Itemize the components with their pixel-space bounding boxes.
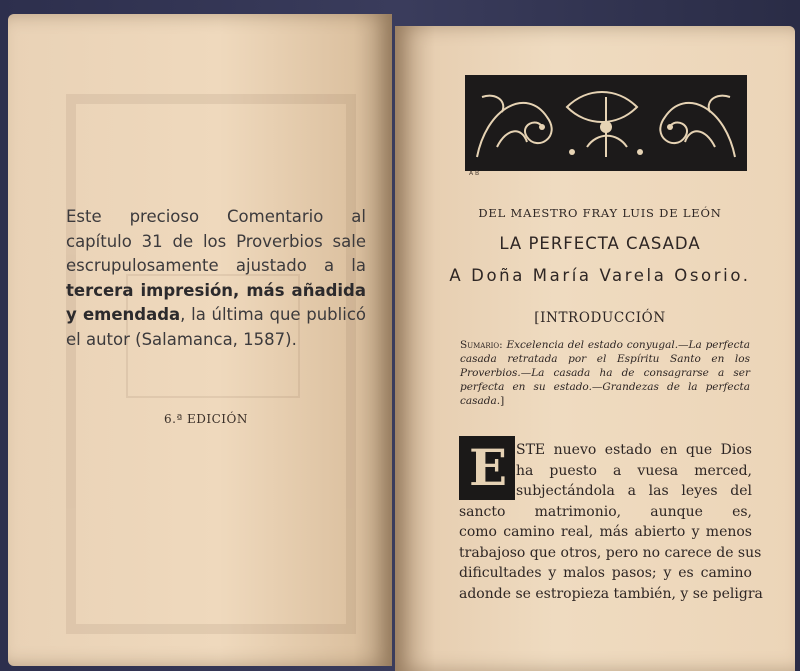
body-text bbox=[459, 502, 763, 605]
body-line: como camino real, más abierto y menos bbox=[459, 524, 752, 540]
section-heading: [INTRODUCCIÓN bbox=[534, 310, 666, 326]
drop-cap-letter: E bbox=[469, 438, 508, 497]
edition-label: 6.ª EDICIÓN bbox=[164, 412, 248, 426]
body-line: subjectándola a las leyes del bbox=[516, 483, 752, 499]
bleed-through-frame bbox=[66, 94, 356, 634]
body-line: ha puesto a vuesa merced, bbox=[516, 462, 752, 479]
edition-note-text: Este precioso Comentario al capítulo 31 de los Proverbios sale escrupulosamente ajustado a la bbox=[66, 207, 366, 275]
edition-note-end: , la última que publicó el autor (Salamanca, 1587). bbox=[66, 305, 366, 349]
body-line: adonde se estropieza también, y se peligra bbox=[459, 585, 763, 602]
edition-note-bold: tercera impresión, más añadida y emendada bbox=[66, 280, 366, 324]
book-title: LA PERFECTA CASADA bbox=[499, 234, 701, 253]
ornamental-headpiece bbox=[465, 75, 747, 171]
engraver-initials: A B bbox=[469, 170, 480, 177]
dedication: A Doña María Varela Osorio. bbox=[449, 266, 751, 285]
body-line: trabajoso que otros, pero no carece de sus bbox=[459, 544, 762, 561]
author-line: DEL MAESTRO FRAY LUIS DE LEÓN bbox=[478, 206, 722, 220]
body-line: dificultades y malos pasos; y es camino bbox=[459, 565, 752, 581]
edition-note bbox=[66, 205, 366, 352]
drop-cap bbox=[459, 436, 515, 500]
summary bbox=[460, 338, 750, 408]
body-line: sancto matrimonio, aunque es, bbox=[459, 503, 752, 520]
body-line: STE nuevo estado en que Dios bbox=[516, 442, 752, 458]
summary-text: Excelencia del estado conyugal.—La perfecta casada retratada por el Espíritu Santo en los Proverbios.—La casada ha de consagrarse a ser perfecta en su estado.—Grandezas de la perfecta casada. bbox=[460, 339, 750, 407]
summary-label: Sumario: bbox=[460, 339, 503, 351]
body-text-indented bbox=[516, 440, 752, 502]
summary-close: ] bbox=[500, 395, 505, 407]
